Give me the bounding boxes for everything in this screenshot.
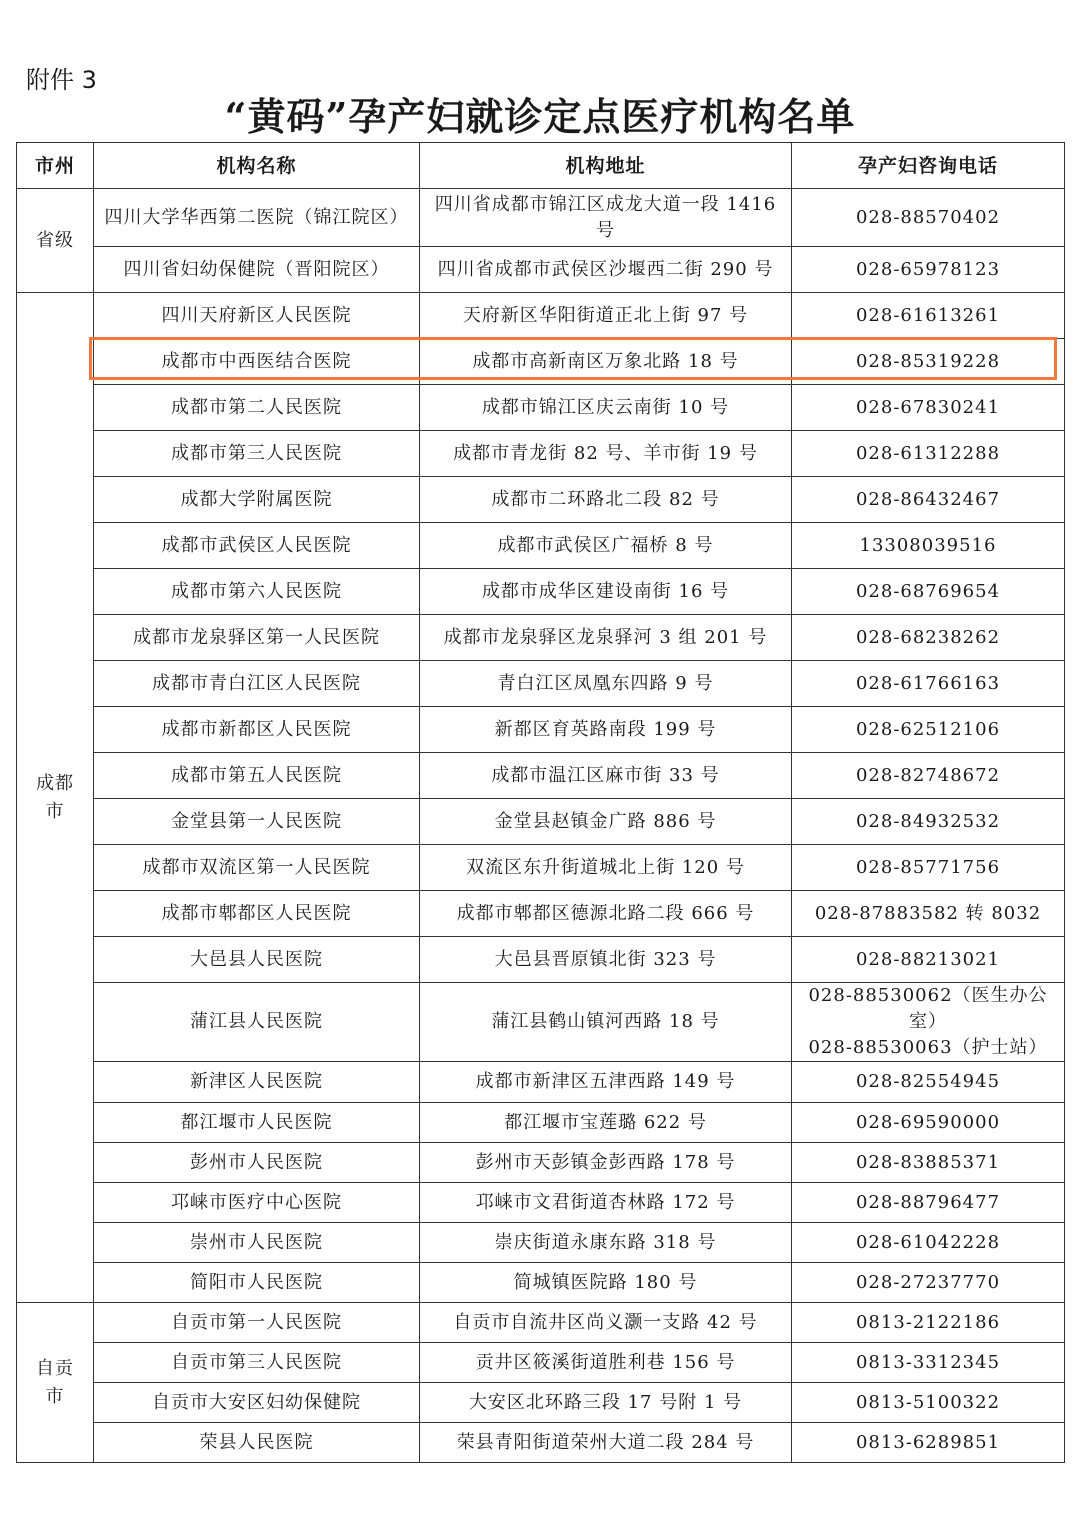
institution-address-cell: 彭州市天彭镇金彭西路 178 号 <box>420 1143 792 1183</box>
institution-address-cell: 邛崃市文君街道杏林路 172 号 <box>420 1183 792 1223</box>
phone-cell: 028-84932532 <box>792 799 1065 845</box>
institution-address-cell: 四川省成都市武侯区沙堰西二街 290 号 <box>420 247 792 293</box>
institution-address-cell: 双流区东升街道城北上街 120 号 <box>420 845 792 891</box>
table-row <box>17 1103 1065 1143</box>
phone-cell: 028-61042228 <box>792 1223 1065 1263</box>
phone-cell: 028-62512106 <box>792 707 1065 753</box>
institution-address-cell: 成都市高新南区万象北路 18 号 <box>420 339 792 385</box>
table-row <box>17 293 1065 339</box>
attachment-label: 附件 3 <box>26 66 97 94</box>
table-body <box>17 189 1065 1463</box>
institution-address-cell: 成都市锦江区庆云南街 10 号 <box>420 385 792 431</box>
table-row <box>17 615 1065 661</box>
institution-address-cell: 简城镇医院路 180 号 <box>420 1263 792 1303</box>
table-row <box>17 1062 1065 1103</box>
phone-line: 028-88530062（医生办公室） <box>808 985 1048 1032</box>
table-row <box>17 477 1065 523</box>
institution-address-cell: 成都市青龙街 82 号、羊市街 19 号 <box>420 431 792 477</box>
phone-cell: 13308039516 <box>792 523 1065 569</box>
institution-address-cell: 成都市郫都区德源北路二段 666 号 <box>420 891 792 937</box>
table-row <box>17 1343 1065 1383</box>
institution-name-cell: 四川省妇幼保健院（晋阳院区） <box>94 247 420 293</box>
header-institution-name: 机构名称 <box>94 143 420 189</box>
institution-name-cell: 成都市第三人民医院 <box>94 431 420 477</box>
table-row <box>17 891 1065 937</box>
institution-address-cell: 崇庆街道永康东路 318 号 <box>420 1223 792 1263</box>
table-row <box>17 983 1065 1062</box>
table-row <box>17 1423 1065 1463</box>
table-row <box>17 1303 1065 1343</box>
table-header-row <box>17 143 1065 189</box>
institution-name-cell: 蒲江县人民医院 <box>94 983 420 1062</box>
phone-cell: 028-87883582 转 8032 <box>792 891 1065 937</box>
phone-cell: 028-68769654 <box>792 569 1065 615</box>
table-row <box>17 937 1065 983</box>
institution-address-cell: 成都市新津区五津西路 149 号 <box>420 1062 792 1103</box>
institution-address-cell: 蒲江县鹤山镇河西路 18 号 <box>420 983 792 1062</box>
table-row <box>17 1143 1065 1183</box>
institution-name-cell: 成都市第二人民医院 <box>94 385 420 431</box>
institution-name-cell: 成都市第六人民医院 <box>94 569 420 615</box>
institution-name-cell: 荣县人民医院 <box>94 1423 420 1463</box>
institution-name-cell: 成都市中西医结合医院 <box>94 339 420 385</box>
institution-name-cell: 成都市龙泉驿区第一人民医院 <box>94 615 420 661</box>
phone-cell: 028-67830241 <box>792 385 1065 431</box>
table-row <box>17 799 1065 845</box>
phone-cell: 028-85319228 <box>792 339 1065 385</box>
phone-cell: 028-69590000 <box>792 1103 1065 1143</box>
institution-name-cell: 自贡市第一人民医院 <box>94 1303 420 1343</box>
institution-address-cell: 四川省成都市锦江区成龙大道一段 1416 号 <box>420 189 792 247</box>
institution-address-cell: 金堂县赵镇金广路 886 号 <box>420 799 792 845</box>
phone-cell: 028-61766163 <box>792 661 1065 707</box>
institution-name-cell: 自贡市大安区妇幼保健院 <box>94 1383 420 1423</box>
institution-address-cell: 都江堰市宝莲璐 622 号 <box>420 1103 792 1143</box>
table-row <box>17 431 1065 477</box>
institution-name-cell: 成都市武侯区人民医院 <box>94 523 420 569</box>
phone-cell: 028-85771756 <box>792 845 1065 891</box>
phone-cell: 028-82554945 <box>792 1062 1065 1103</box>
page-title: “黄码”孕产妇就诊定点医疗机构名单 <box>224 94 856 139</box>
institution-address-cell: 天府新区华阳街道正北上街 97 号 <box>420 293 792 339</box>
phone-cell: 028-65978123 <box>792 247 1065 293</box>
institution-name-cell: 自贡市第三人民医院 <box>94 1343 420 1383</box>
institution-address-cell: 成都市二环路北二段 82 号 <box>420 477 792 523</box>
phone-cell: 028-68238262 <box>792 615 1065 661</box>
phone-cell: 028-88570402 <box>792 189 1065 247</box>
phone-cell: 028-61613261 <box>792 293 1065 339</box>
table-row <box>17 523 1065 569</box>
institution-name-cell: 四川天府新区人民医院 <box>94 293 420 339</box>
institution-name-cell: 彭州市人民医院 <box>94 1143 420 1183</box>
institution-name-cell: 邛崃市医疗中心医院 <box>94 1183 420 1223</box>
phone-cell: 0813-3312345 <box>792 1343 1065 1383</box>
phone-cell: 0813-2122186 <box>792 1303 1065 1343</box>
phone-cell <box>792 983 1065 1062</box>
institution-name-cell: 成都市双流区第一人民医院 <box>94 845 420 891</box>
institution-name-cell: 金堂县第一人民医院 <box>94 799 420 845</box>
institution-name-cell: 成都市青白江区人民医院 <box>94 661 420 707</box>
table-row <box>17 569 1065 615</box>
institution-name-cell: 成都大学附属医院 <box>94 477 420 523</box>
phone-cell: 028-88213021 <box>792 937 1065 983</box>
table-row <box>17 845 1065 891</box>
table-row <box>17 707 1065 753</box>
institution-address-cell: 青白江区凤凰东四路 9 号 <box>420 661 792 707</box>
phone-cell: 028-83885371 <box>792 1143 1065 1183</box>
institution-name-cell: 简阳市人民医院 <box>94 1263 420 1303</box>
phone-cell: 0813-6289851 <box>792 1423 1065 1463</box>
institution-address-cell: 成都市龙泉驿区龙泉驿河 3 组 201 号 <box>420 615 792 661</box>
table-row <box>17 339 1065 385</box>
institution-address-cell: 贡井区筱溪街道胜利巷 156 号 <box>420 1343 792 1383</box>
header-city: 市州 <box>17 143 94 189</box>
table-row <box>17 1263 1065 1303</box>
institution-address-cell: 成都市武侯区广福桥 8 号 <box>420 523 792 569</box>
institution-name-cell: 成都市新都区人民医院 <box>94 707 420 753</box>
phone-cell: 028-88796477 <box>792 1183 1065 1223</box>
table-row <box>17 753 1065 799</box>
table-row <box>17 1183 1065 1223</box>
header-institution-address: 机构地址 <box>420 143 792 189</box>
city-cell: 省级 <box>17 189 94 293</box>
institution-address-cell: 荣县青阳街道荣州大道二段 284 号 <box>420 1423 792 1463</box>
institution-address-cell: 新都区育英路南段 199 号 <box>420 707 792 753</box>
institution-name-cell: 大邑县人民医院 <box>94 937 420 983</box>
phone-line: 028-88530063（护士站） <box>808 1037 1048 1058</box>
institution-address-cell: 大邑县晋原镇北街 323 号 <box>420 937 792 983</box>
institution-name-cell: 都江堰市人民医院 <box>94 1103 420 1143</box>
institution-name-cell: 崇州市人民医院 <box>94 1223 420 1263</box>
phone-cell: 0813-5100322 <box>792 1383 1065 1423</box>
institution-name-cell: 成都市郫都区人民医院 <box>94 891 420 937</box>
phone-cell: 028-82748672 <box>792 753 1065 799</box>
city-cell: 自贡市 <box>17 1303 94 1463</box>
institution-address-cell: 自贡市自流井区尚义灏一支路 42 号 <box>420 1303 792 1343</box>
table-row <box>17 189 1065 247</box>
table-row <box>17 385 1065 431</box>
institution-address-cell: 大安区北环路三段 17 号附 1 号 <box>420 1383 792 1423</box>
institution-name-cell: 成都市第五人民医院 <box>94 753 420 799</box>
table-row <box>17 661 1065 707</box>
hospital-table <box>16 142 1065 1463</box>
phone-cell: 028-27237770 <box>792 1263 1065 1303</box>
table-row <box>17 1383 1065 1423</box>
table-row <box>17 1223 1065 1263</box>
institution-name-cell: 四川大学华西第二医院（锦江院区） <box>94 189 420 247</box>
city-cell: 成都市 <box>17 293 94 1303</box>
institution-address-cell: 成都市成华区建设南街 16 号 <box>420 569 792 615</box>
institution-address-cell: 成都市温江区麻市街 33 号 <box>420 753 792 799</box>
institution-name-cell: 新津区人民医院 <box>94 1062 420 1103</box>
phone-cell: 028-86432467 <box>792 477 1065 523</box>
header-consult-phone: 孕产妇咨询电话 <box>792 143 1065 189</box>
table-row <box>17 247 1065 293</box>
phone-cell: 028-61312288 <box>792 431 1065 477</box>
